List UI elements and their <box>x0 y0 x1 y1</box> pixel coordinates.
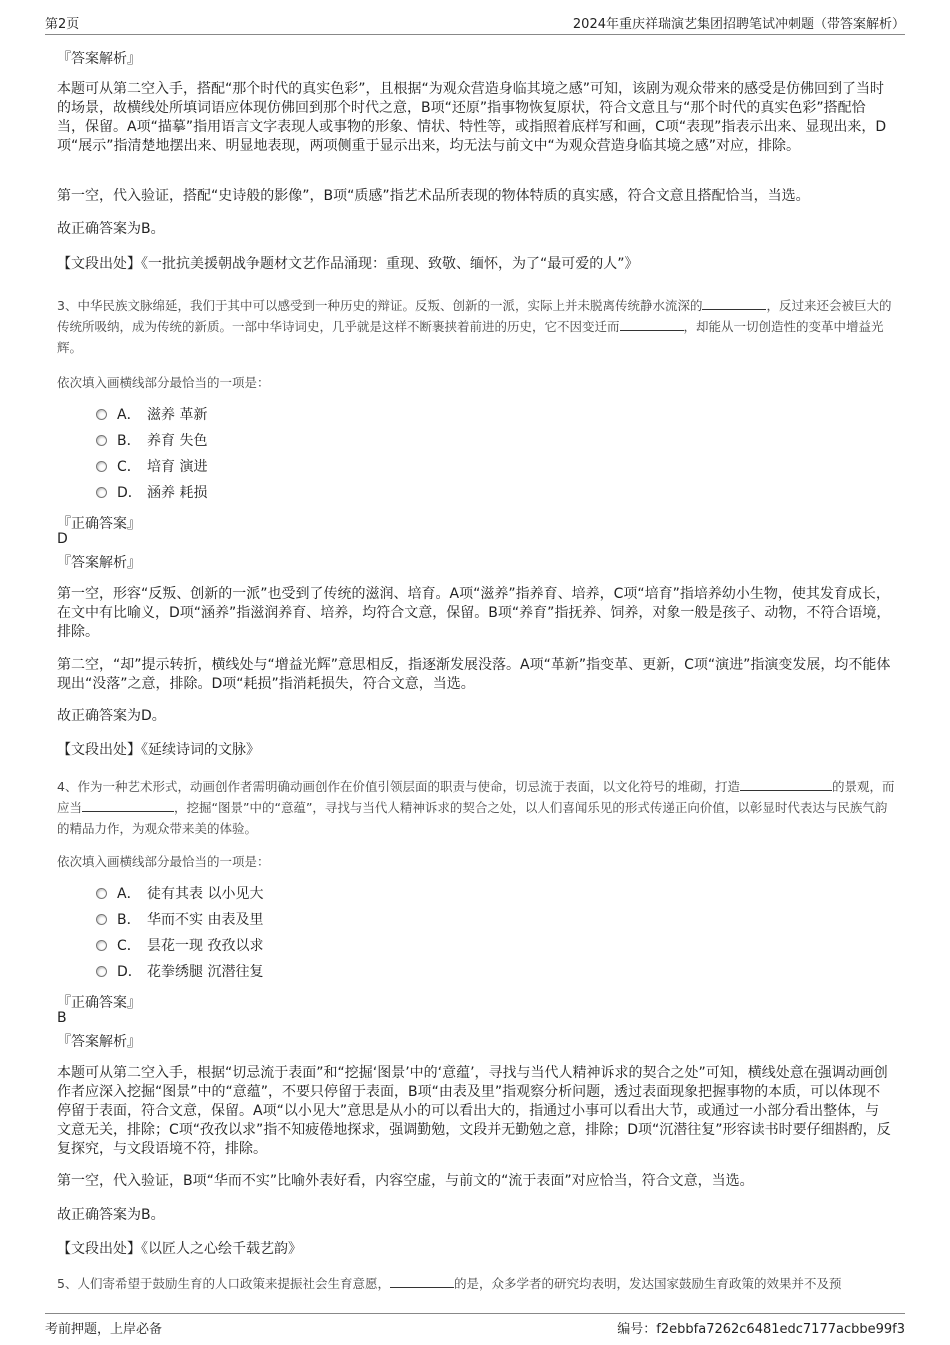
q4-analysis-para1 <box>57 1064 893 1159</box>
q4-conclusion-text: 故正确答案为B。 <box>57 1207 165 1223</box>
page-number: 第2页 <box>45 17 80 32</box>
radio-icon[interactable] <box>96 409 107 420</box>
footer-code: 编号：f2ebbfa7262c6481edc7177acbbe99f3 <box>617 1322 905 1337</box>
q4-blank-1 <box>740 778 832 791</box>
q3-stem-part2: ，反过来还会被巨大的传统所吸纳，成为传统的新质。一部中华诗词史，几乎就是这样不断裹挟着前进的历史，它不因变迁而 <box>57 298 892 334</box>
q4-analysis-text2: 第一空，代入验证，B项“华而不实”比喻外表好看，内容空虚，与前文的“流于表面”对应恰当，符合文意，当选。 <box>57 1173 754 1189</box>
q4-source <box>57 1240 893 1259</box>
q2-source <box>57 255 893 274</box>
radio-icon[interactable] <box>96 966 107 977</box>
q4-stem-part1: 4、作为一种艺术形式，动画创作者需明确动画创作在价值引领层面的职责与使命，切忌流于表面，以文化符号的堆砌，打造 <box>57 779 740 794</box>
document-title: 2024年重庆祥瑞演艺集团招聘笔试冲刺题（带答案解析） <box>572 17 905 32</box>
q3-source <box>57 741 893 760</box>
option-text: 涵养 耗损 <box>147 485 208 501</box>
radio-icon[interactable] <box>96 487 107 498</box>
q5-stem-part2: 的是，众多学者的研究均表明，发达国家鼓励生育政策的效果并不及预 <box>453 1276 842 1291</box>
radio-icon[interactable] <box>96 435 107 446</box>
option-letter: C． <box>117 938 141 954</box>
q4-stem <box>57 776 897 839</box>
option-letter: D． <box>117 485 142 501</box>
option-text: 徒有其表 以小见大 <box>147 886 264 902</box>
q4-blank-2 <box>82 799 174 812</box>
q3-analysis-text2: 第二空，“却”提示转折，横线处与“增益光辉”意思相反，指逐渐发展没落。A项“革新”指变革、更新，C项“演进”指演变发展，均不能体现出“没落”之意，排除。D项“耗损”指消耗损失，符合文意，当选。 <box>57 657 891 692</box>
radio-icon[interactable] <box>96 940 107 951</box>
q3-option-c[interactable] <box>96 457 207 477</box>
q3-option-a[interactable] <box>96 405 207 425</box>
q4-analysis-label: 『答案解析』 <box>57 1034 141 1050</box>
option-letter: B． <box>117 433 141 449</box>
q3-correct-answer: D <box>57 531 68 547</box>
q2-analysis-para2 <box>57 187 893 206</box>
q2-source-text: 【文段出处】《一批抗美援朝战争题材文艺作品涌现：重现、致敬、缅怀，为了“最可爱的人”》 <box>57 256 639 272</box>
q4-correct-answer: B <box>57 1010 67 1026</box>
q2-analysis-label: 『答案解析』 <box>57 51 141 67</box>
q3-stem <box>57 295 897 358</box>
q3-analysis-text1: 第一空，形容“反叛、创新的一派”也受到了传统的滋润、培育。A项“滋养”指养育、培养，C项“培育”指培养幼小生物，使其发育成长，在文中有比喻义，D项“涵养”指滋润养育、培养，均符合文意，保留。B项“养育”指抚养、饲养，对象一般是孩子、动物，不符合语境，排除。 <box>57 586 891 640</box>
option-text: 滋养 革新 <box>147 407 208 423</box>
option-letter: D． <box>117 964 142 980</box>
q3-option-d[interactable] <box>96 483 207 503</box>
option-text: 昙花一现 孜孜以求 <box>147 938 264 954</box>
q4-conclusion <box>57 1206 893 1225</box>
option-letter: A． <box>117 886 141 902</box>
q4-instruction: 依次填入画横线部分最恰当的一项是： <box>57 854 270 869</box>
q2-analysis-text2: 第一空，代入验证，搭配“史诗般的影像”，B项“质感”指艺术品所表现的物体特质的真实感，符合文意且搭配恰当，当选。 <box>57 188 810 204</box>
q4-stem-part3: ，挖掘“图景”中的“意蕴”，寻找与当代人精神诉求的契合之处，以人们喜闻乐见的形式传递正向价值，以彰显时代表达与民族气韵的精品力作，为观众带来美的体验。 <box>57 800 888 836</box>
q3-conclusion-text: 故正确答案为D。 <box>57 708 166 724</box>
q2-analysis-text1: 本题可从第二空入手，搭配“那个时代的真实色彩”，且根据“为观众营造身临其境之感”可知，该剧为观众带来的感受是仿佛回到了当时的场景，故横线处所填词语应体现仿佛回到那个时代之意，B项“还原”指事物恢复原状，符合文意且与“那个时代的真实色彩”搭配恰当，保留。A项“描摹”指用语言文字表现人或事物的形象、情状、特性等，或指照着底样写和画，C项“表现”指表示出来、显现出来，D项“展示”指清楚地摆出来、明显地表现，两项侧重于显示出来，均无法与前文中“为观众营造身临其境之感”对应，排除。 <box>57 81 887 154</box>
q2-conclusion-text: 故正确答案为B。 <box>57 221 165 237</box>
q3-blank-1 <box>702 297 766 310</box>
q3-conclusion <box>57 707 893 726</box>
q4-option-a[interactable] <box>96 884 263 904</box>
q2-conclusion <box>57 220 893 239</box>
page-header <box>45 10 905 35</box>
option-letter: A． <box>117 407 141 423</box>
q4-analysis-para2 <box>57 1172 893 1191</box>
option-text: 华而不实 由表及里 <box>147 912 264 928</box>
option-letter: C． <box>117 459 141 475</box>
q3-analysis-para2 <box>57 656 893 694</box>
q5-stem-part1: 5、人们寄希望于鼓励生育的人口政策来提振社会生育意愿， <box>57 1276 390 1291</box>
footer-slogan: 考前押题，上岸必备 <box>45 1322 163 1337</box>
q2-analysis-para1 <box>57 80 893 156</box>
q3-instruction: 依次填入画横线部分最恰当的一项是： <box>57 375 270 390</box>
radio-icon[interactable] <box>96 461 107 472</box>
option-text: 培育 演进 <box>147 459 208 475</box>
q5-stem <box>57 1273 897 1294</box>
option-text: 养育 失色 <box>147 433 208 449</box>
q4-analysis-text1: 本题可从第二空入手，根据“切忌流于表面”和“挖掘‘图景’中的‘意蕴’，寻找与当代人精神诉求的契合之处”可知，横线处意在强调动画创作者应深入挖掘“图景”中的“意蕴”，不要只停留于表面，B项“由表及里”指观察分析问题，透过表面现象把握事物的本质，可以体现不停留于表面，符合文意，保留。A项“以小见大”意思是从小的可以看出大的，指通过小事可以看出大节，或通过一小部分看出整体，与文意无关，排除；C项“孜孜以求”指不知疲倦地探求，强调勤勉，文段并无勤勉之意，排除；D项“沉潜往复”形容读书时要仔细斟酌，反复探究，与文段语境不符，排除。 <box>57 1065 891 1157</box>
q5-blank-1 <box>390 1275 454 1288</box>
q3-option-b[interactable] <box>96 431 207 451</box>
q3-source-text: 【文段出处】《延续诗词的文脉》 <box>57 742 260 758</box>
q3-correct-label: 『正确答案』 <box>57 516 141 532</box>
q3-blank-2 <box>620 318 684 331</box>
q3-stem-part1: 3、中华民族文脉绵延，我们于其中可以感受到一种历史的辩证。反叛、创新的一派，实际上并未脱离传统静水流深的 <box>57 298 703 313</box>
radio-icon[interactable] <box>96 914 107 925</box>
option-text: 花拳绣腿 沉潜往复 <box>147 964 264 980</box>
q3-stem-part3: ，却能从一切创造性的变革中增益光辉。 <box>57 319 884 355</box>
q4-option-d[interactable] <box>96 962 263 982</box>
q3-analysis-label: 『答案解析』 <box>57 555 141 571</box>
q4-option-b[interactable] <box>96 910 263 930</box>
q4-source-text: 【文段出处】《以匠人之心绘千载艺韵》 <box>57 1241 302 1257</box>
radio-icon[interactable] <box>96 888 107 899</box>
option-letter: B． <box>117 912 141 928</box>
q4-option-c[interactable] <box>96 936 263 956</box>
q4-stem-part2: 的景观，而应当 <box>57 779 895 815</box>
q4-correct-label: 『正确答案』 <box>57 995 141 1011</box>
q3-analysis-para1 <box>57 585 893 642</box>
page-footer <box>45 1313 905 1338</box>
